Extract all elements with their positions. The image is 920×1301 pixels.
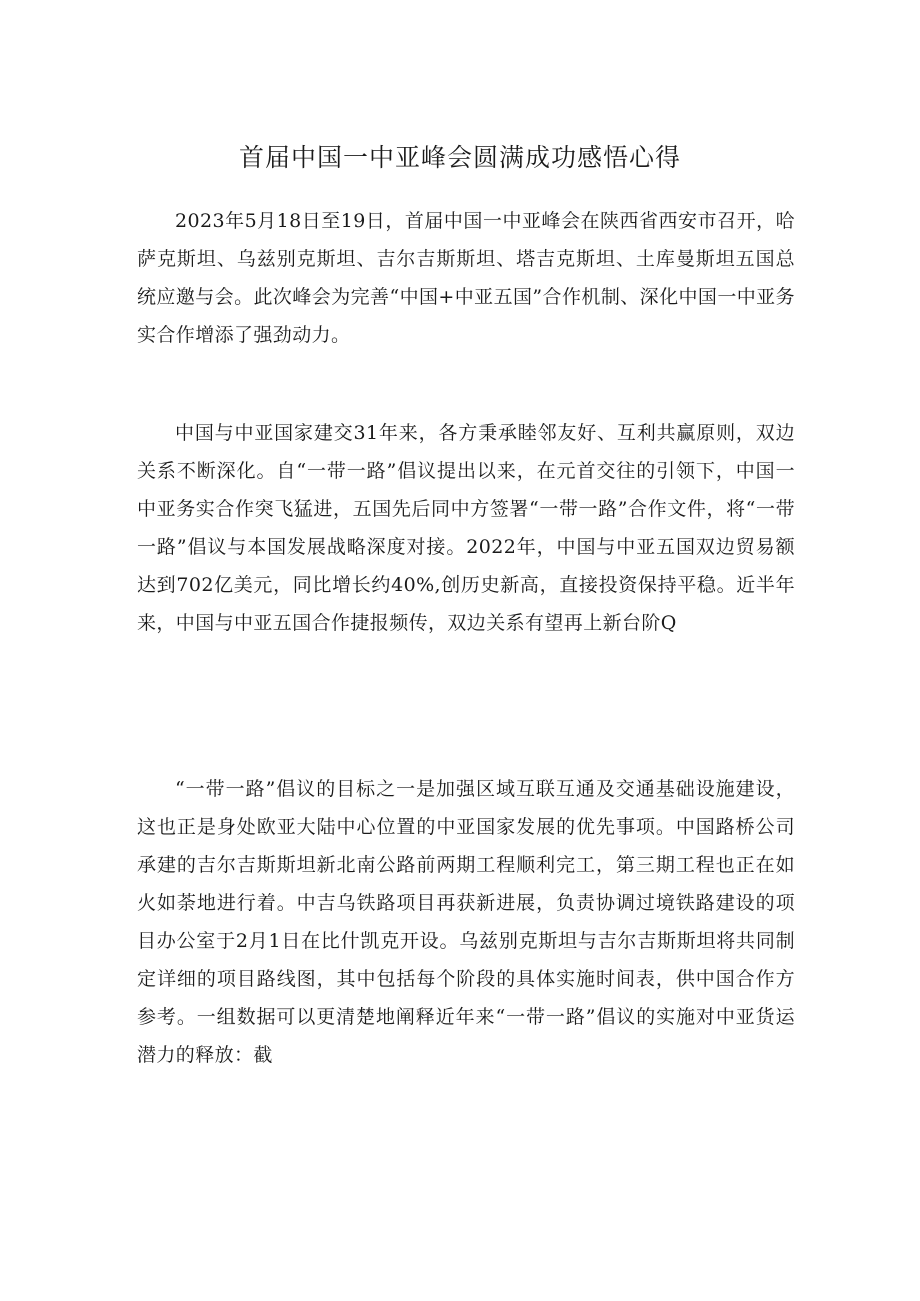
document-title: 首届中国一中亚峰会圆满成功感悟心得 (238, 143, 681, 172)
paragraph-bilateral-relations: 中国与中亚国家建交31年来，各方秉承睦邻友好、互利共赢原则，双边关系不断深化。自“一带一路”倡议提出以来，在元首交往的引领下，中国一中亚务实合作突飞猛进，五国先后同中方签署“一带一路”合作文件，将“一带一路”倡议与本国发展战略深度对接。2022年，中国与中亚五国双边贸易额达到702亿美元，同比增长约40%,创历史新高，直接投资保持平稳。近半年来，中国与中亚五国合作捷报频传，双边关系有望再上新台阶Q (137, 422, 795, 634)
paragraph-infrastructure: “一带一路”倡议的目标之一是加强区域互联互通及交通基础设施建设，这也正是身处欧亚大陆中心位置的中亚国家发展的优先事项。中国路桥公司承建的吉尔吉斯斯坦新北南公路前两期工程顺利完工，第三期工程也正在如火如荼地进行着。中吉乌铁路项目再获新进展，负责协调过境铁路建设的项目办公室于2月1日在比什凯克开设。乌兹别克斯坦与吉尔吉斯斯坦将共同制定详细的项目路线图，其中包括每个阶段的具体实施时间表，供中国合作方参考。一组数据可以更清楚地阐释近年来“一带一路”倡议的实施对中亚货运潜力的释放：截 (137, 778, 795, 1066)
paragraph-summit-overview: 2023年5月18日至19日，首届中国一中亚峰会在陕西省西安市召开，哈萨克斯坦、乌兹别克斯坦、吉尔吉斯斯坦、塔吉克斯坦、土库曼斯坦五国总统应邀与会。此次峰会为完善“中国+中亚五国”合作机制、深化中国一中亚务实合作增添了强劲动力。 (137, 210, 795, 346)
